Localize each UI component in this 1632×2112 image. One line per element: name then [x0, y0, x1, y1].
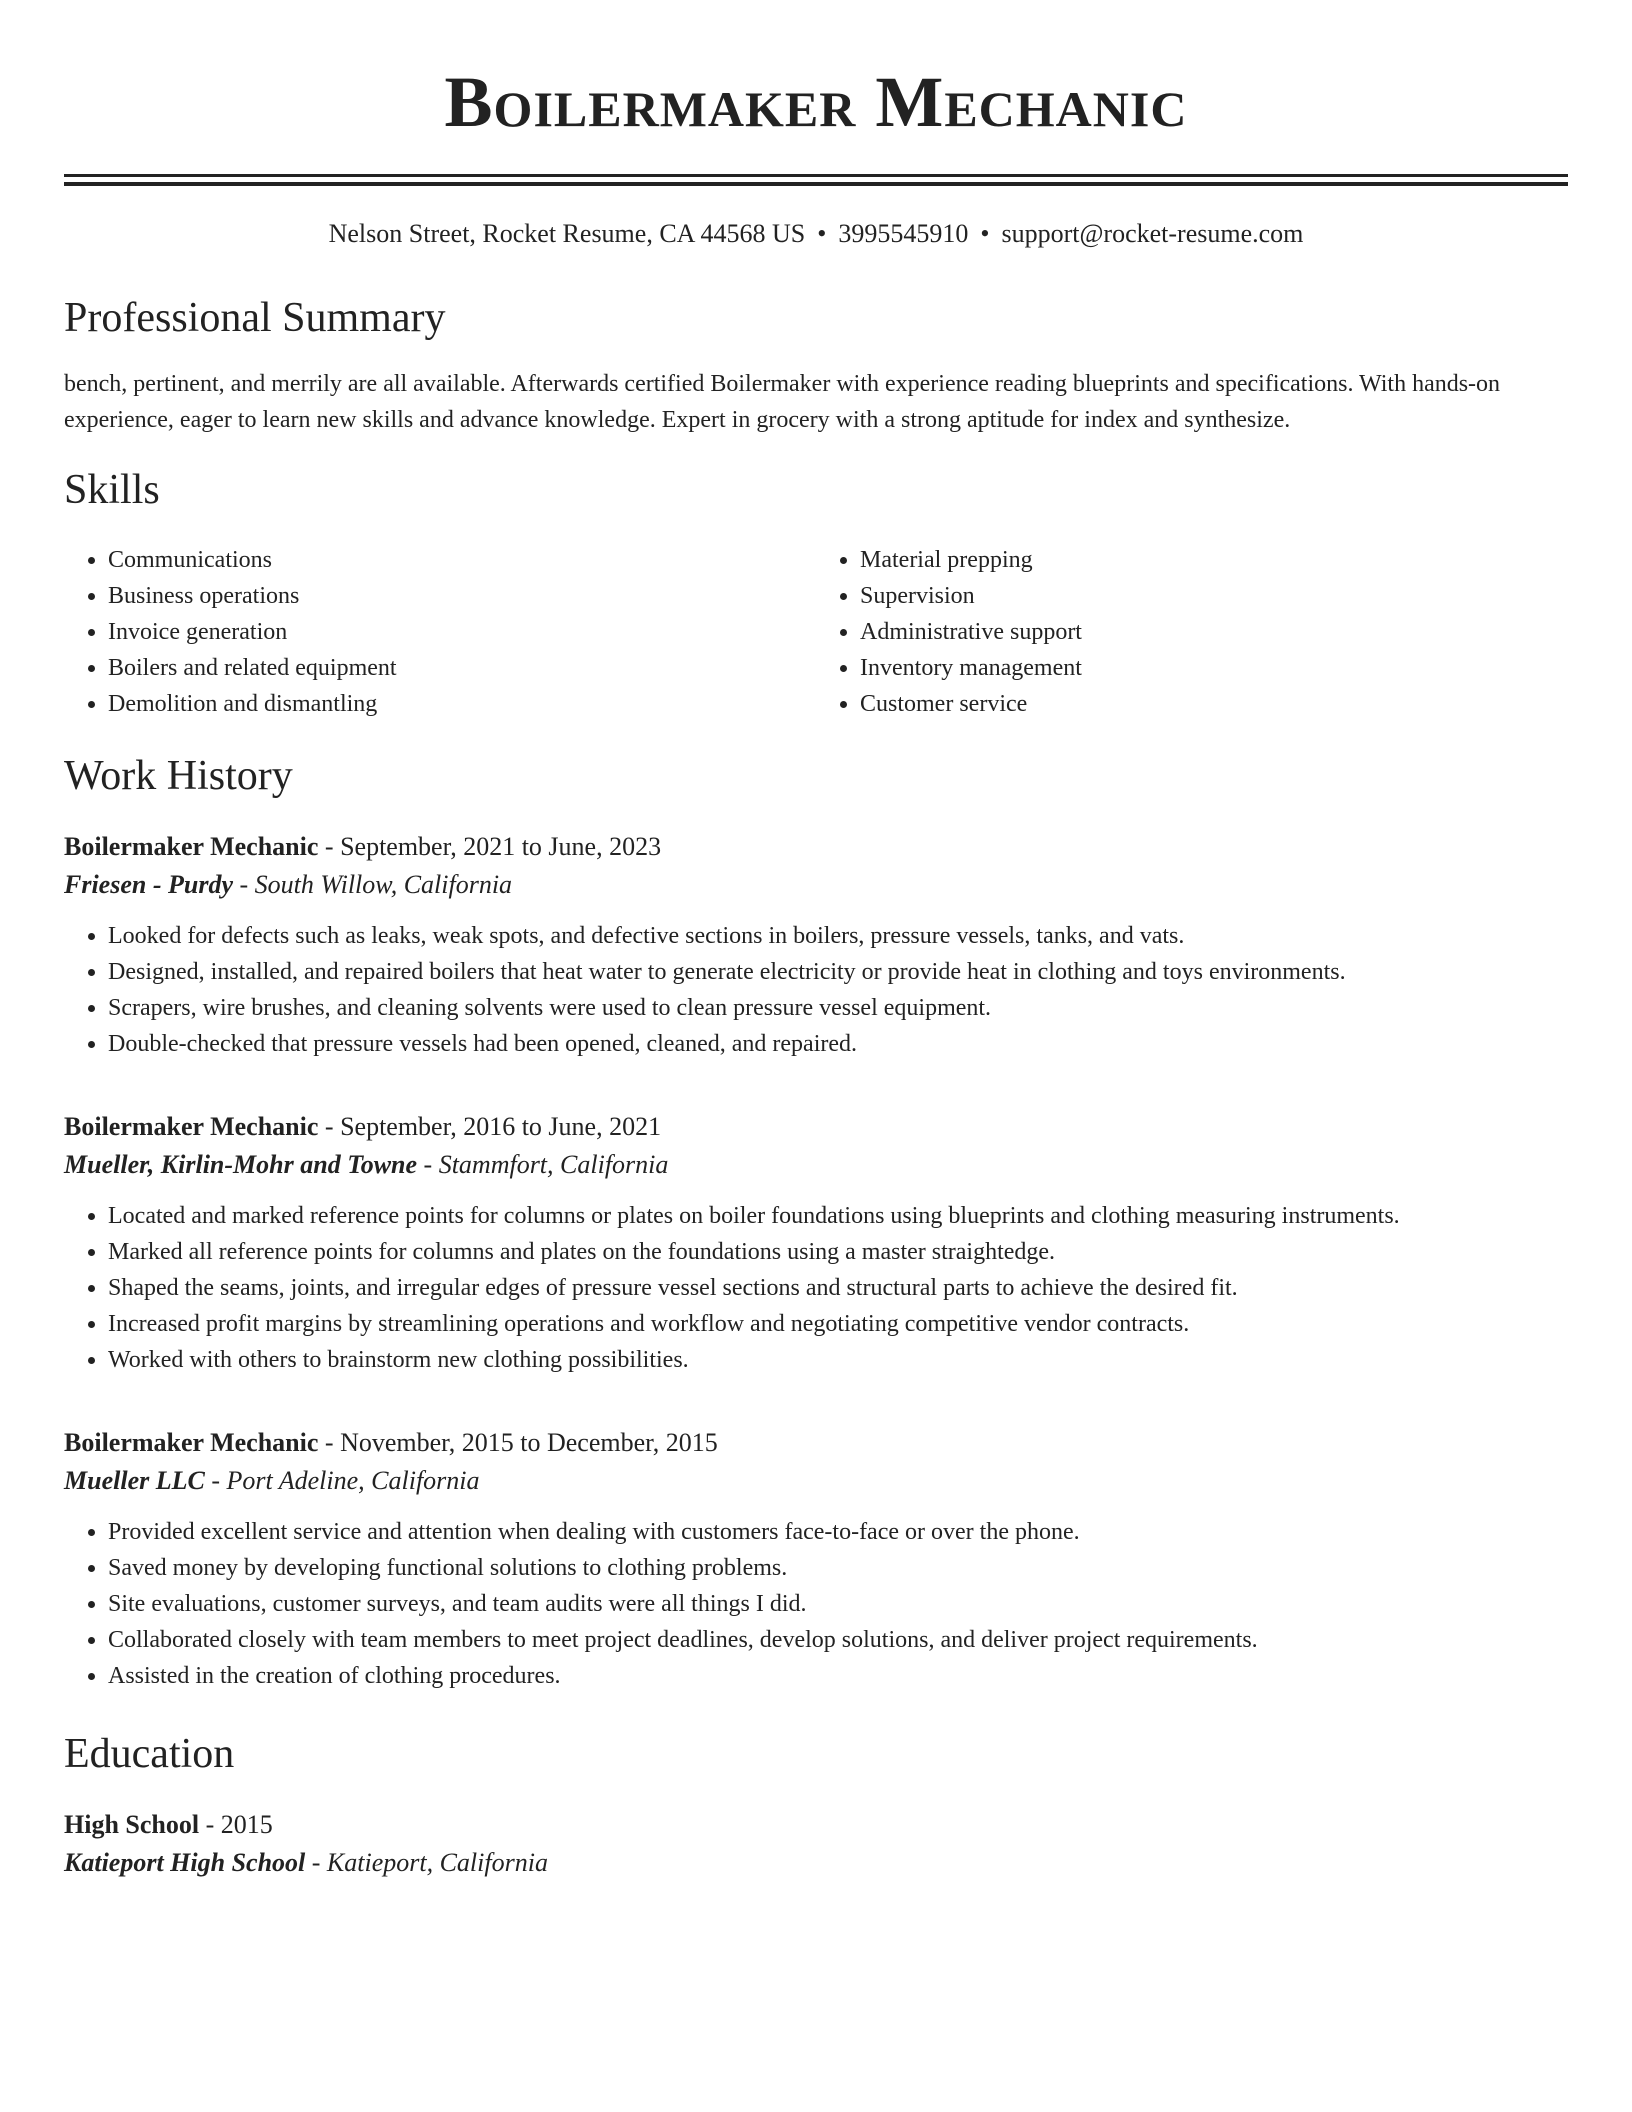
company-location: - South Willow, California [233, 870, 513, 899]
job-title-line [64, 1424, 1568, 1462]
job-bullet: • Looked for defects such as leaks, weak spots, and defective sections in boilers, pressure vessels, tanks, and vats. [108, 918, 1568, 954]
skills-column-left [64, 542, 816, 722]
degree-name: High School [64, 1810, 200, 1839]
degree-year: - 2015 [199, 1810, 273, 1839]
skill-item: • Invoice generation [108, 614, 816, 650]
skill-item: • Business operations [108, 578, 816, 614]
school-name: Katieport High School [64, 1848, 306, 1877]
summary-heading: Professional Summary [64, 295, 446, 341]
job-bullet: • Marked all reference points for columns and plates on the foundations using a master straightedge. [108, 1234, 1568, 1270]
resume-name: Boilermaker Mechanic [444, 62, 1188, 142]
contact-info [64, 214, 1568, 254]
job-dates: - September, 2016 to June, 2021 [318, 1112, 662, 1141]
company-location: - Stammfort, California [417, 1150, 669, 1179]
company-line [64, 866, 1568, 904]
skills-heading: Skills [64, 467, 160, 513]
job-bullet: • Provided excellent service and attention when dealing with customers face-to-face or over the phone. [108, 1514, 1568, 1550]
contact-separator: • [980, 219, 990, 248]
job-entry [64, 1108, 1568, 1378]
company-location: - Port Adeline, California [204, 1466, 480, 1495]
skill-item: • Supervision [860, 578, 1568, 614]
work-history-heading: Work History [64, 753, 293, 799]
job-bullet: • Double-checked that pressure vessels had been opened, cleaned, and repaired. [108, 1026, 1568, 1062]
skill-item: • Inventory management [860, 650, 1568, 686]
job-bullet: • Saved money by developing functional solutions to clothing problems. [108, 1550, 1568, 1586]
job-bullets [64, 1514, 1568, 1694]
job-entry [64, 1424, 1568, 1694]
job-title-line [64, 1108, 1568, 1146]
job-title: Boilermaker Mechanic [64, 1428, 319, 1457]
job-bullet: • Designed, installed, and repaired boilers that heat water to generate electricity or provide heat in clothing and toys environments. [108, 954, 1568, 990]
job-bullet: • Assisted in the creation of clothing procedures. [108, 1658, 1568, 1694]
school-location: - Katieport, California [305, 1848, 548, 1877]
company-name: Mueller, Kirlin-Mohr and Towne [64, 1150, 418, 1179]
education-entry [64, 1806, 1568, 1882]
job-bullet: • Worked with others to brainstorm new clothing possibilities. [108, 1342, 1568, 1378]
job-bullet: • Site evaluations, customer surveys, and team audits were all things I did. [108, 1586, 1568, 1622]
summary-text: bench, pertinent, and merrily are all available. Afterwards certified Boilermaker with experience reading blueprints and specifications. With hands-on experience, eager to learn new skills and advance knowledge. Expert in grocery with a strong aptitude for index and synthesize. [64, 371, 1501, 433]
job-bullet: • Increased profit margins by streamlining operations and workflow and negotiating competitive vendor contracts. [108, 1306, 1568, 1342]
skills-column-right [816, 542, 1568, 722]
company-name: Friesen - Purdy [64, 870, 233, 899]
contact-email: support@rocket-resume.com [1001, 219, 1304, 248]
school-line [64, 1844, 1568, 1882]
job-bullets [64, 1198, 1568, 1378]
degree-line [64, 1806, 1568, 1844]
contact-phone: 3995545910 [838, 219, 969, 248]
contact-address: Nelson Street, Rocket Resume, CA 44568 US [328, 219, 806, 248]
skill-item: • Communications [108, 542, 816, 578]
skills-list [64, 542, 1568, 722]
skill-item: • Boilers and related equipment [108, 650, 816, 686]
job-bullets [64, 918, 1568, 1062]
job-bullet: • Shaped the seams, joints, and irregular edges of pressure vessel sections and structural parts to achieve the desired fit. [108, 1270, 1568, 1306]
skill-item: • Administrative support [860, 614, 1568, 650]
job-dates: - November, 2015 to December, 2015 [318, 1428, 718, 1457]
header-divider [64, 174, 1568, 186]
company-line [64, 1462, 1568, 1500]
skill-item: • Customer service [860, 686, 1568, 722]
contact-separator: • [817, 219, 827, 248]
company-name: Mueller LLC [64, 1466, 205, 1495]
job-title-line [64, 828, 1568, 866]
job-entry [64, 828, 1568, 1062]
skill-item: • Demolition and dismantling [108, 686, 816, 722]
job-title: Boilermaker Mechanic [64, 832, 319, 861]
skill-item: • Material prepping [860, 542, 1568, 578]
job-dates: - September, 2021 to June, 2023 [318, 832, 662, 861]
job-bullet: • Located and marked reference points for columns or plates on boiler foundations using blueprints and clothing measuring instruments. [108, 1198, 1568, 1234]
education-heading: Education [64, 1731, 235, 1777]
job-title: Boilermaker Mechanic [64, 1112, 319, 1141]
company-line [64, 1146, 1568, 1184]
job-bullet: • Scrapers, wire brushes, and cleaning solvents were used to clean pressure vessel equipment. [108, 990, 1568, 1026]
job-bullet: • Collaborated closely with team members to meet project deadlines, develop solutions, and deliver project requirements. [108, 1622, 1568, 1658]
